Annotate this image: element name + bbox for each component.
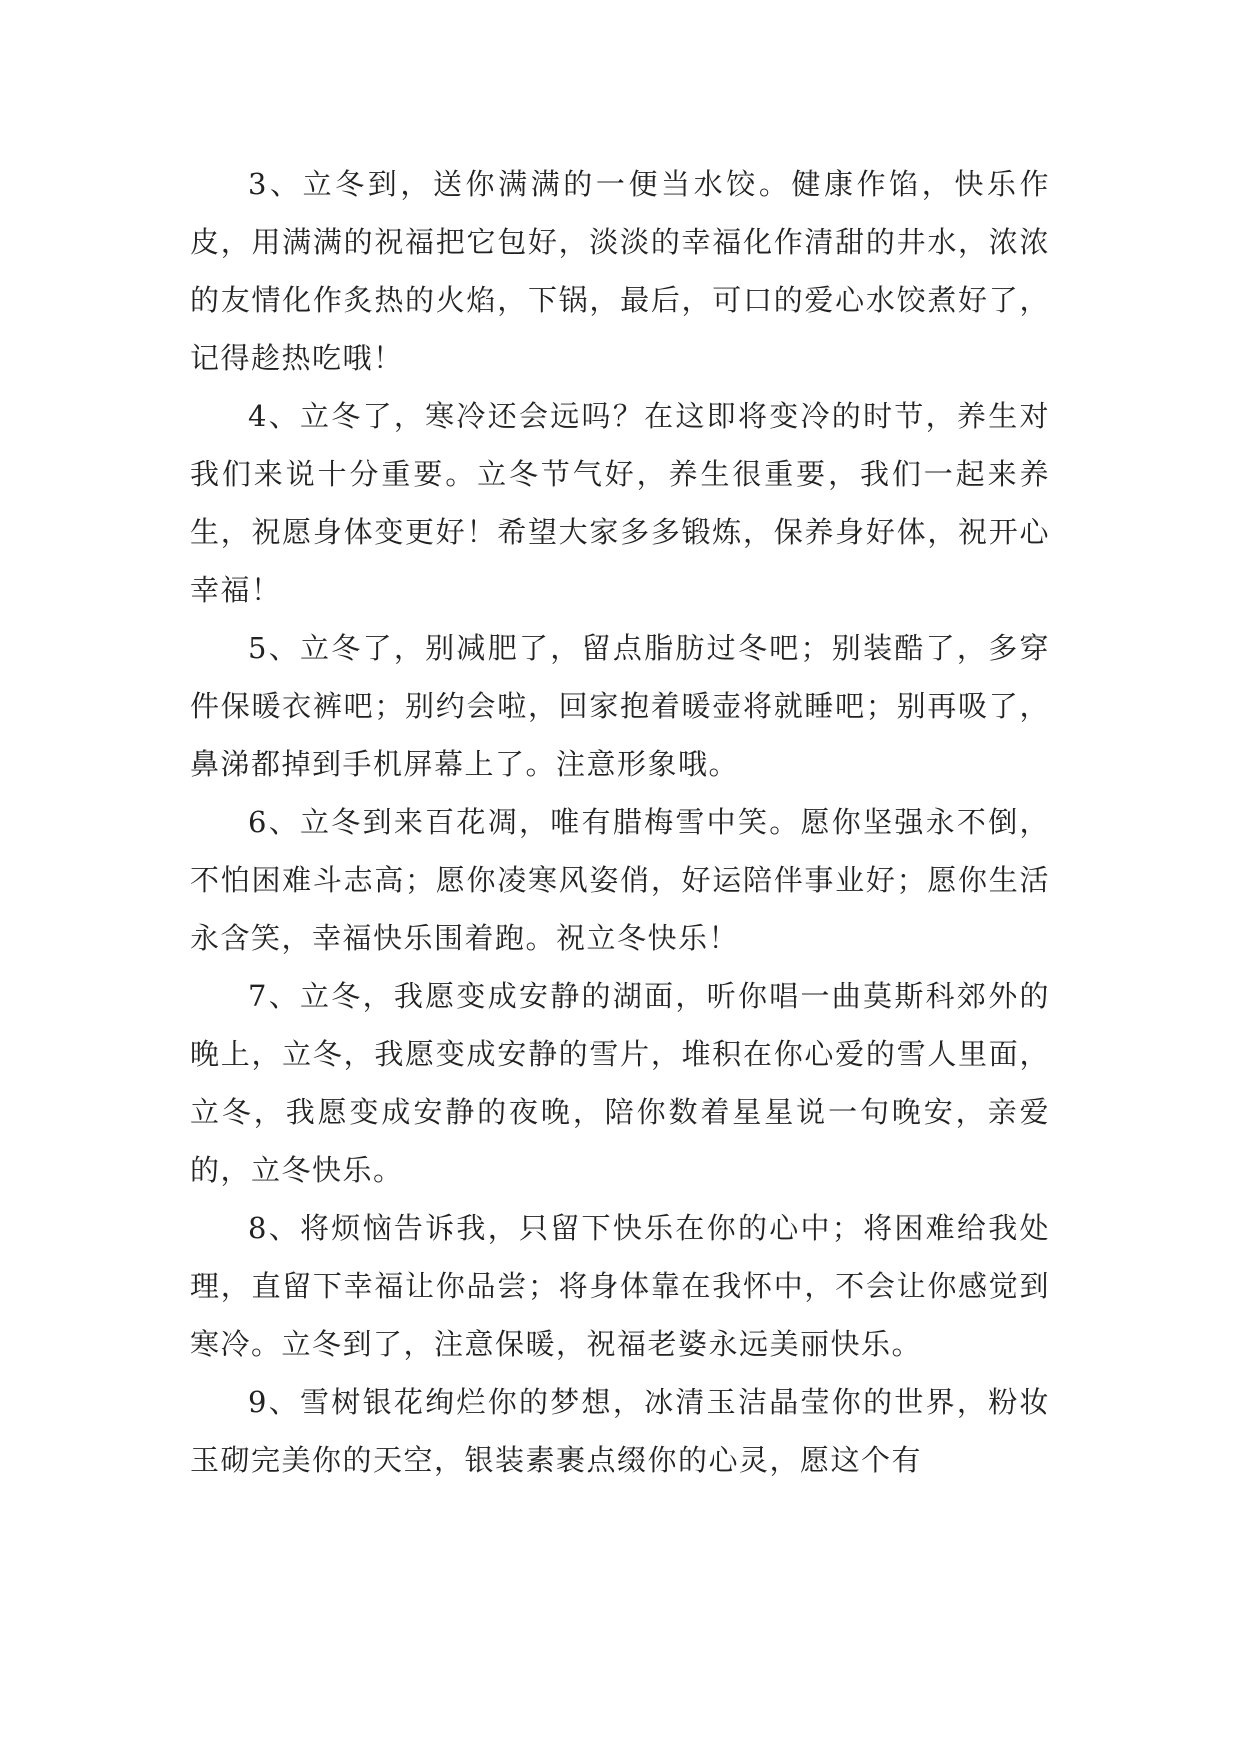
paragraph-5: 5、立冬了，别减肥了，留点脂肪过冬吧；别装酷了，多穿件保暖衣裤吧；别约会啦，回家抱着暖壶将就睡吧；别再吸了，鼻涕都掉到手机屏幕上了。注意形象哦。 — [190, 631, 1050, 781]
document-body — [190, 155, 1050, 1489]
paragraph-8: 8、将烦恼告诉我，只留下快乐在你的心中；将困难给我处理，直留下幸福让你品尝；将身体靠在我怀中，不会让你感觉到寒冷。立冬到了，注意保暖，祝福老婆永远美丽快乐。 — [190, 1211, 1050, 1361]
paragraph-7: 7、立冬，我愿变成安静的湖面，听你唱一曲莫斯科郊外的晚上，立冬，我愿变成安静的雪片，堆积在你心爱的雪人里面，立冬，我愿变成安静的夜晚，陪你数着星星说一句晚安，亲爱的，立冬快乐。 — [190, 979, 1050, 1187]
paragraph-9: 9、雪树银花绚烂你的梦想，冰清玉洁晶莹你的世界，粉妆玉砌完美你的天空，银装素裹点缀你的心灵，愿这个有 — [190, 1385, 1050, 1477]
paragraph-6: 6、立冬到来百花凋，唯有腊梅雪中笑。愿你坚强永不倒，不怕困难斗志高；愿你凌寒风姿俏，好运陪伴事业好；愿你生活永含笑，幸福快乐围着跑。祝立冬快乐！ — [190, 805, 1050, 955]
paragraph-3: 3、立冬到，送你满满的一便当水饺。健康作馅，快乐作皮，用满满的祝福把它包好，淡淡的幸福化作清甜的井水，浓浓的友情化作炙热的火焰，下锅，最后，可口的爱心水饺煮好了，记得趁热吃哦！ — [190, 167, 1050, 375]
paragraph-4: 4、立冬了，寒冷还会远吗？在这即将变冷的时节，养生对我们来说十分重要。立冬节气好，养生很重要，我们一起来养生，祝愿身体变更好！希望大家多多锻炼，保养身好体，祝开心幸福！ — [190, 399, 1050, 607]
